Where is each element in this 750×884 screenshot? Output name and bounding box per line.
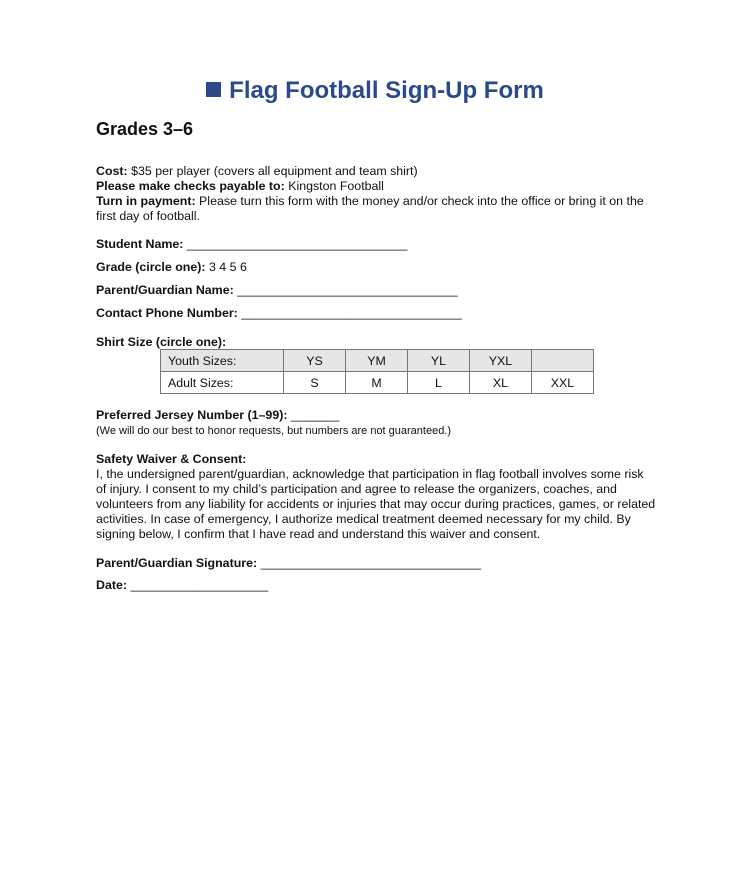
payment-label: Turn in payment: (96, 194, 196, 208)
grade-field[interactable] (96, 260, 654, 275)
cost-line (96, 164, 654, 179)
jersey-note: (We will do our best to honor requests, but numbers are not guaranteed.) (96, 425, 452, 437)
signature-field[interactable] (96, 556, 654, 571)
jersey-number-label: Preferred Jersey Number (1–99): (96, 408, 288, 422)
shirt-size-table (160, 349, 594, 394)
form-page (0, 76, 750, 884)
phone-field[interactable] (96, 306, 654, 321)
size-cell-yxl[interactable]: YXL (470, 350, 532, 372)
size-cell-xxl[interactable]: XXL (532, 372, 594, 394)
size-cell-m[interactable]: M (346, 372, 408, 394)
signature-label: Parent/Guardian Signature: (96, 556, 258, 570)
date-blank[interactable]: ____________________ (130, 578, 269, 592)
date-label: Date: (96, 578, 127, 592)
size-cell-s[interactable]: S (284, 372, 346, 394)
waiver-title: Safety Waiver & Consent: (96, 452, 247, 466)
youth-sizes-row (161, 350, 594, 372)
size-cell-l[interactable]: L (408, 372, 470, 394)
phone-label: Contact Phone Number: (96, 306, 238, 320)
payment-value: Please turn this form with the money and/or check into the office or bring it on the first day of football. (96, 194, 644, 223)
jersey-number-blank[interactable]: _______ (290, 408, 340, 422)
checks-label: Please make checks payable to: (96, 179, 285, 193)
grade-label: Grade (circle one): (96, 260, 206, 274)
size-cell-xl[interactable]: XL (470, 372, 532, 394)
grade-options[interactable]: 3 4 5 6 (208, 260, 247, 274)
cost-label: Cost: (96, 164, 128, 178)
adult-sizes-label: Adult Sizes: (161, 372, 284, 394)
size-cell-yl[interactable]: YL (408, 350, 470, 372)
shirt-size-label: Shirt Size (circle one): (96, 335, 227, 349)
checks-line (96, 179, 654, 194)
size-cell-ys[interactable]: YS (284, 350, 346, 372)
waiver-text: I, the undersigned parent/guardian, acknowledge that participation in flag football involves some risk of injury. I consent to my child’s participation and agree to release the organizers, coaches, and volunteers from any liability for accidents or injuries that may occur during practices, games, or related activities. In case of emergency, I authorize medical treatment deemed necessary for my child. By signing below, I confirm that I have read and understand this waiver and consent. (96, 467, 656, 541)
adult-sizes-row (161, 372, 594, 394)
signature-blank[interactable]: ________________________________ (260, 556, 482, 570)
guardian-name-field[interactable] (96, 283, 654, 298)
grades-subtitle: Grades 3–6 (96, 119, 194, 139)
checks-value: Kingston Football (288, 179, 384, 193)
size-cell-ym[interactable]: YM (346, 350, 408, 372)
cost-value: $35 per player (covers all equipment and team shirt) (131, 164, 418, 178)
form-title-text: Flag Football Sign-Up Form (229, 77, 544, 104)
phone-blank[interactable]: ________________________________ (241, 306, 462, 320)
youth-sizes-label: Youth Sizes: (161, 350, 284, 372)
student-name-label: Student Name: (96, 237, 184, 251)
student-name-blank[interactable]: ________________________________ (186, 237, 408, 251)
guardian-name-blank[interactable]: ________________________________ (237, 283, 458, 297)
form-title (96, 76, 654, 106)
payment-line (96, 194, 654, 224)
jersey-number-field[interactable] (96, 408, 654, 423)
date-field[interactable] (96, 578, 654, 593)
student-name-field[interactable] (96, 237, 654, 252)
square-bullet-icon (206, 82, 221, 97)
info-block (96, 164, 654, 224)
guardian-name-label: Parent/Guardian Name: (96, 283, 234, 297)
size-cell-empty (532, 350, 594, 372)
